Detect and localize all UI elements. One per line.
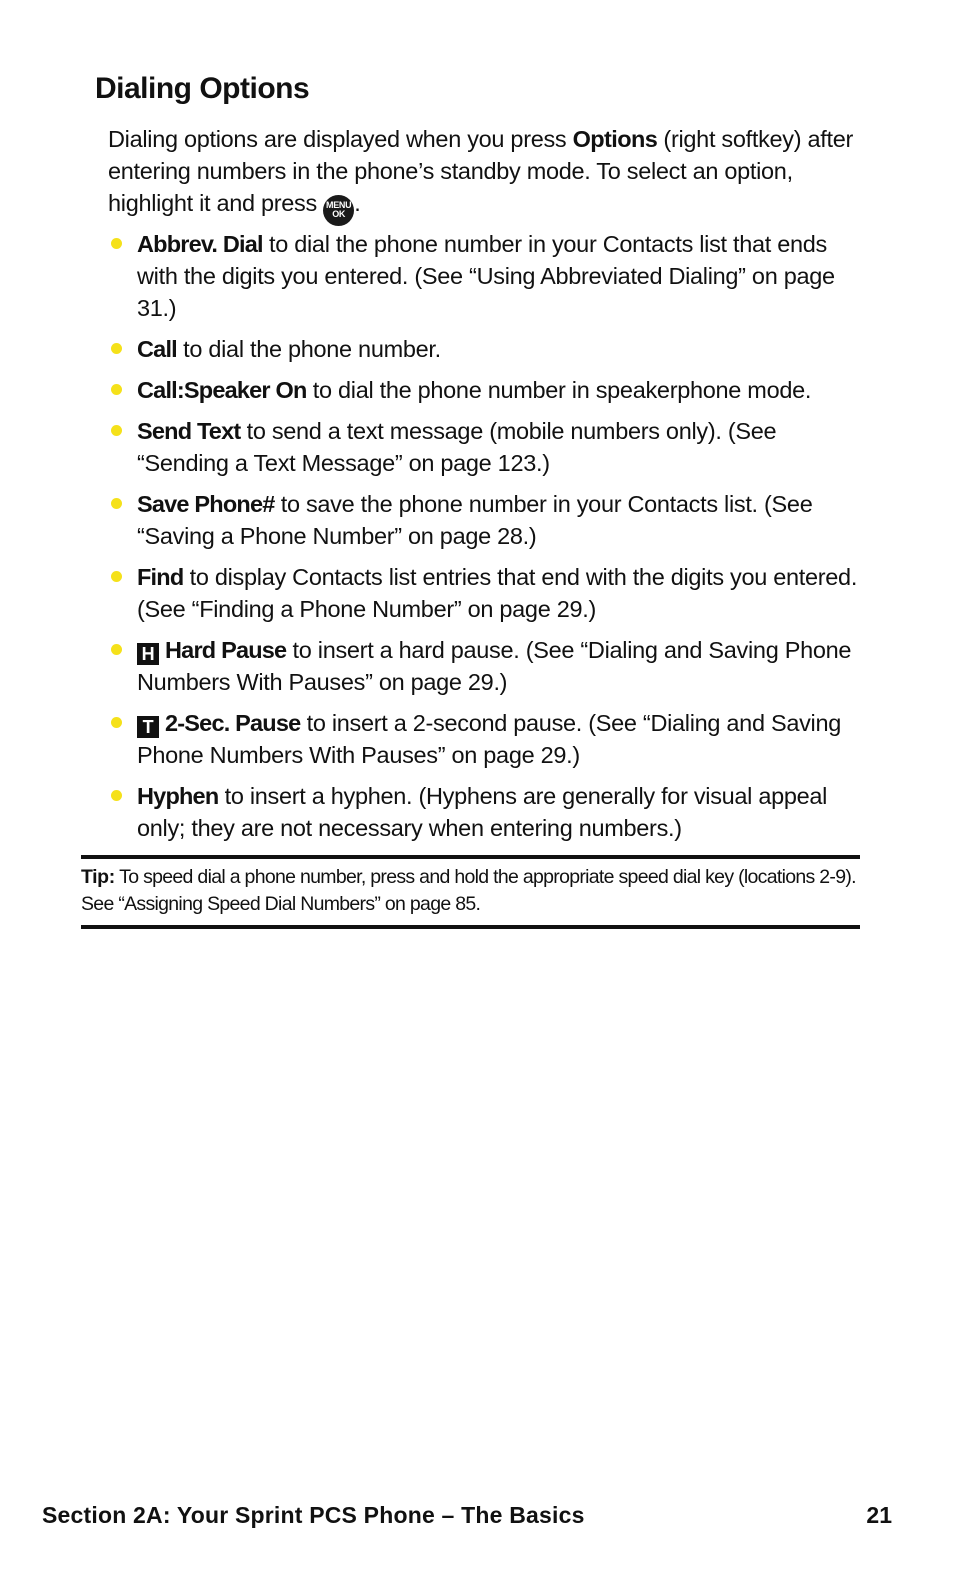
footer-page-number: 21 (866, 1502, 892, 1528)
menu-icon-line2: OK (332, 209, 346, 219)
option-description: to insert a 2-second pause. (See “Dialing and Saving Phone Numbers With Pauses” on page 29.) (137, 710, 842, 768)
bullet-dot-icon (111, 717, 122, 728)
intro-text-3: . (354, 190, 361, 216)
menu-icon-line1: MENU (326, 200, 352, 210)
hard-pause-h-icon: H (137, 643, 159, 665)
list-item-find (108, 561, 868, 625)
menu-ok-key-icon (323, 195, 354, 226)
option-name: Send Text (137, 418, 241, 444)
option-name: Save Phone# (137, 491, 275, 517)
option-description: to dial the phone number. (176, 336, 441, 362)
list-item-call-speaker-on (108, 374, 868, 406)
bullet-dot-icon (111, 238, 122, 249)
bullet-dot-icon (111, 644, 122, 655)
list-item-abbrev-dial (108, 228, 868, 324)
list-item-hyphen (108, 780, 868, 844)
footer-section-title: Section 2A: Your Sprint PCS Phone – The Basics (42, 1502, 585, 1528)
dialing-options-list (108, 228, 868, 853)
option-description: to display Contacts list entries that end with the digits you entered. (See “Finding a Phone Number” on page 29.) (137, 564, 858, 622)
list-item-save-phone (108, 488, 868, 552)
option-description: to insert a hyphen. (Hyphens are generally for visual appeal only; they are not necessary when entering numbers.) (137, 783, 828, 841)
list-item-2-sec-pause (108, 707, 868, 771)
option-name: Call:Speaker On (137, 377, 307, 403)
list-item-hard-pause (108, 634, 868, 698)
option-name: Find (137, 564, 184, 590)
bullet-dot-icon (111, 790, 122, 801)
tip-label: Tip: (81, 866, 115, 888)
option-description: to save the phone number in your Contacts list. (See “Saving a Phone Number” on page 28.) (137, 491, 813, 549)
option-name: 2-Sec. Pause (165, 710, 301, 736)
intro-text-1: Dialing options are displayed when you press (108, 126, 573, 152)
option-description: to insert a hard pause. (See “Dialing and Saving Phone Numbers With Pauses” on page 29.) (137, 637, 852, 695)
intro-paragraph (108, 123, 868, 226)
option-name: Hyphen (137, 783, 219, 809)
bullet-dot-icon (111, 571, 122, 582)
page-heading: Dialing Options (95, 72, 310, 105)
option-description: to dial the phone number in your Contacts list that ends with the digits you entered. (See “Using Abbreviated Dialing” on page 31.) (137, 231, 835, 321)
bullet-dot-icon (111, 343, 122, 354)
intro-text-2: (right softkey) after entering numbers in the phone’s standby mode. To select an option, highlight it and press (108, 126, 854, 216)
option-name: Call (137, 336, 177, 362)
list-item-send-text (108, 415, 868, 479)
bullet-dot-icon (111, 384, 122, 395)
option-description: to send a text message (mobile numbers only). (See “Sending a Text Message” on page 123.) (137, 418, 777, 476)
tip-text: To speed dial a phone number, press and hold the appropriate speed dial key (locations 2-9). See “Assigning Speed Dial Numbers” on page 85. (81, 866, 856, 915)
list-item-call (108, 333, 868, 365)
bullet-dot-icon (111, 498, 122, 509)
bullet-dot-icon (111, 425, 122, 436)
options-softkey-label: Options (572, 126, 658, 152)
tip-box (81, 855, 860, 929)
option-name: Abbrev. Dial (137, 231, 263, 257)
timed-pause-t-icon: T (137, 716, 159, 738)
option-name: Hard Pause (165, 637, 287, 663)
option-description: to dial the phone number in speakerphone mode. (306, 377, 812, 403)
